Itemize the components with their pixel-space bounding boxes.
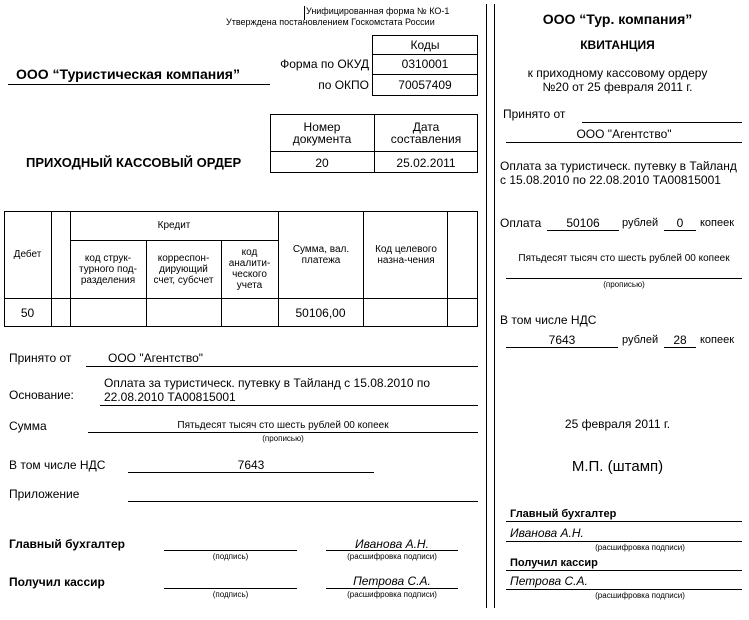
cashier-name-line	[326, 588, 458, 589]
receipt-to-order: к приходному кассовому ордеру	[527, 66, 708, 80]
chief-accountant-name: Иванова А.Н.	[355, 537, 429, 551]
receipt-received-line	[582, 122, 742, 123]
receipt-cashier-label: Получил кассир	[510, 557, 598, 569]
receipt-rub-label: рублей	[622, 217, 659, 229]
sum-label: Сумма	[9, 419, 47, 433]
vat-value: 7643	[237, 458, 265, 472]
receipt-sum-words: Пятьдесят тысяч сто шесть рублей 00 копеек	[518, 253, 730, 264]
approved-by: Утверждена постановлением Госкомстата России	[226, 17, 435, 27]
cashier-decode-hint: (расшифровка подписи)	[347, 590, 437, 599]
receipt-cashier-decode-hint: (расшифровка подписи)	[595, 591, 685, 600]
okud-value: 0310001	[401, 57, 449, 71]
table-row-line	[4, 298, 478, 299]
analytic-code-header: код аналити-ческого учета	[228, 247, 271, 291]
receipt-chief-name-line	[506, 541, 742, 542]
basis-label: Основание:	[9, 388, 74, 402]
receipt-vat-label: В том числе НДС	[500, 313, 597, 327]
organization-underline	[8, 84, 270, 85]
amount-header: Сумма, вал. платежа	[292, 244, 350, 266]
receipt-vat-rub-label: рублей	[622, 334, 659, 346]
okud-label: Форма по ОКУД	[280, 57, 369, 71]
chief-signature-line	[164, 550, 297, 551]
debit-header: Дебет	[13, 249, 42, 260]
doc-number: 20	[315, 155, 329, 170]
receipt-payment-desc: Оплата за туристическ. путевку в Тайланд с 15.08.2010 по 22.08.2010 ТА00815001	[500, 159, 737, 187]
cashier-name: Петрова С.А.	[353, 574, 431, 588]
attachment-line	[128, 501, 478, 502]
receipt-order-ref: №20 от 25 февраля 2011 г.	[542, 80, 693, 94]
basis-line	[100, 405, 478, 406]
receipt-kop-label: копеек	[700, 217, 735, 229]
cashier-signature-hint: (подпись)	[212, 590, 249, 599]
divider-mark	[304, 6, 305, 20]
order-title: ПРИХОДНЫЙ КАССОВЫЙ ОРДЕР	[26, 155, 242, 170]
corr-account-header: корреспон-дирующий счет, субсчет	[153, 252, 214, 286]
receipt-kop-value: 0	[676, 216, 684, 230]
form-code: Унифицированная форма № КО-1	[306, 6, 450, 16]
table-col-line	[447, 211, 448, 327]
chief-decode-hint: (расшифровка подписи)	[347, 552, 437, 561]
table-col-line	[51, 211, 52, 327]
receipt-rub-line	[547, 230, 619, 231]
okpo-label: по ОКПО	[318, 78, 369, 92]
tear-line	[486, 4, 487, 608]
receipt-cashier-name-line	[506, 589, 742, 590]
receipt-received-from-value: ООО "Агентство"	[576, 127, 672, 141]
receipt-company: ООО “Тур. компания”	[542, 11, 693, 27]
sum-line	[88, 432, 478, 433]
sum-value: Пятьдесят тысяч сто шесть рублей 00 копеек	[177, 420, 389, 431]
doc-date-header: Дата составления	[390, 120, 462, 146]
receipt-sum-hint: (прописью)	[603, 280, 645, 289]
received-from-label: Принято от	[9, 351, 72, 365]
chief-name-line	[326, 550, 458, 551]
table-row-line	[70, 240, 278, 241]
receipt-cashier-line	[506, 570, 742, 571]
basis-value: Оплата за туристическ. путевку в Тайланд с 15.08.2010 по 22.08.2010 ТА00815001	[104, 376, 431, 404]
receipt-chief-decode-hint: (расшифровка подписи)	[595, 543, 685, 552]
codes-header: Коды	[410, 37, 440, 52]
receipt-vat-kop: 28	[673, 333, 687, 347]
table-col-line	[146, 240, 147, 327]
subdivision-header: код струк-турного под-разделения	[79, 252, 137, 286]
receipt-vat-kop-label: копеек	[700, 334, 735, 346]
receipt-vat-kop-line	[664, 347, 696, 348]
received-from-value: ООО "Агентство"	[108, 351, 204, 365]
debit-value: 50	[20, 306, 35, 320]
doc-date: 25.02.2011	[396, 155, 456, 170]
cashier-label: Получил кассир	[9, 575, 105, 589]
receipt-rub-value: 50106	[566, 216, 600, 230]
table-col-line	[363, 211, 364, 327]
chief-signature-hint: (подпись)	[212, 552, 249, 561]
receipt-chief-line	[506, 521, 742, 522]
received-from-line	[86, 366, 478, 367]
receipt-cashier-name: Петрова С.А.	[510, 574, 588, 588]
vat-line	[128, 472, 374, 473]
receipt-kop-line	[664, 230, 696, 231]
attachment-label: Приложение	[9, 487, 80, 501]
vat-label: В том числе НДС	[9, 458, 106, 472]
receipt-chief-label: Главный бухгалтер	[510, 508, 617, 520]
credit-header: Кредит	[157, 220, 191, 231]
okpo-value: 70057409	[398, 78, 452, 92]
table-col-line	[221, 240, 222, 327]
receipt-title: КВИТАНЦИЯ	[580, 38, 655, 52]
receipt-received-from-label: Принято от	[503, 107, 566, 121]
sum-hint: (прописью)	[262, 434, 304, 443]
organization-name: ООО “Туристическая компания”	[16, 66, 240, 82]
receipt-vat-rub: 7643	[548, 333, 576, 347]
cashier-signature-line	[164, 588, 297, 589]
tear-line	[494, 4, 495, 608]
receipt-vat-rub-line	[506, 347, 618, 348]
receipt-date: 25 февраля 2011 г.	[564, 417, 671, 431]
receipt-chief-name: Иванова А.Н.	[510, 526, 584, 540]
receipt-sum-line	[506, 278, 742, 279]
purpose-code-header: Код целевого назна-чения	[375, 244, 437, 266]
receipt-stamp: М.П. (штамп)	[571, 458, 664, 475]
receipt-payment-label: Оплата	[500, 216, 542, 230]
amount-value: 50106,00	[295, 306, 346, 320]
chief-accountant-label: Главный бухгалтер	[9, 537, 126, 551]
receipt-received-value-line	[506, 142, 742, 143]
doc-number-header: Номер документа	[292, 120, 352, 146]
